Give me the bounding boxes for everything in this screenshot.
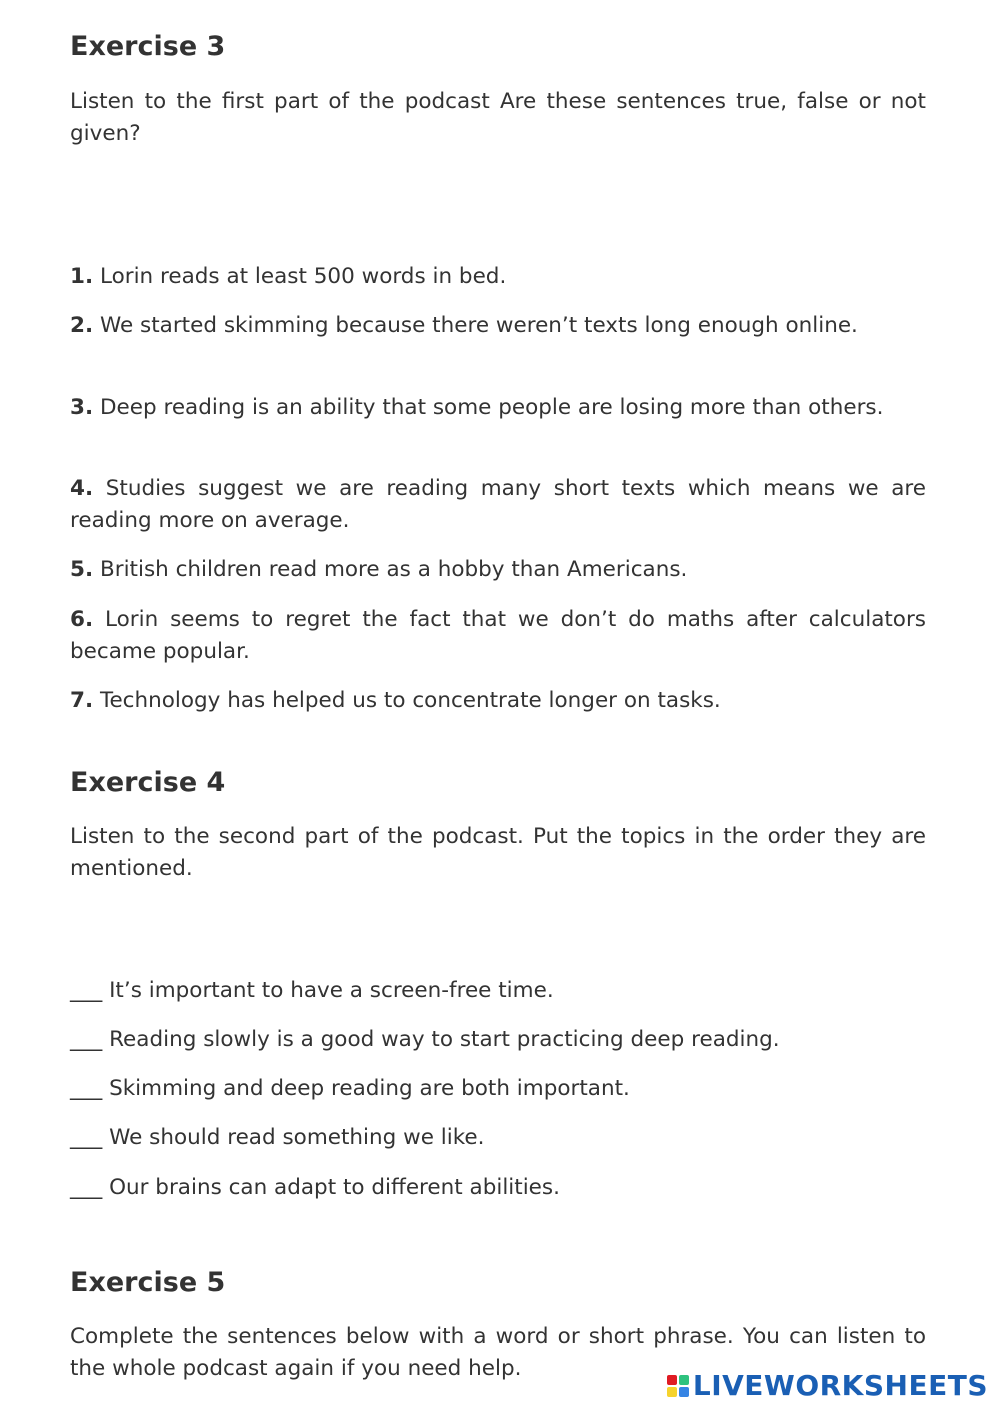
exercise-3-item-6 [70,604,926,668]
exercise-3-title: Exercise 3 [70,31,226,62]
item-text: Reading slowly is a good way to start practicing deep reading. [102,1027,780,1052]
exercise-3-item-2 [70,310,926,342]
item-text: Deep reading is an ability that some people are losing more than others. [93,395,884,420]
answer-blank[interactable]: ___ [70,1125,103,1150]
logo-block [667,1387,677,1397]
exercise-5 [70,1266,926,1300]
logo-block [667,1375,677,1385]
item-text: Technology has helped us to concentrate longer on tasks. [93,688,721,713]
item-number: 6. [70,607,94,632]
exercise-4 [70,766,926,800]
exercise-3-item-5 [70,554,926,586]
logo-blocks-icon [667,1375,689,1397]
exercise-3-instruction-block [70,86,926,150]
exercise-3-item-7 [70,685,926,717]
answer-blank[interactable]: ___ [70,978,103,1003]
exercise-3-item-3 [70,392,926,424]
item-text: British children read more as a hobby than Americans. [93,557,688,582]
item-text: It’s important to have a screen-free time. [102,978,554,1003]
exercise-4-title: Exercise 4 [70,767,226,798]
item-number: 5. [70,557,94,582]
exercise-3-item-1 [70,261,926,293]
exercise-4-item-1 [70,975,926,1007]
exercise-4-item-3 [70,1073,926,1105]
exercise-5-instruction: Complete the sentences below with a word or short phrase. You can listen to the whole podcast again if you need help. [70,1324,926,1381]
exercise-4-instruction: Listen to the second part of the podcast. Put the topics in the order they are mentioned. [70,824,926,881]
item-number: 4. [70,476,94,501]
item-text: Our brains can adapt to diﬀerent abilities. [102,1175,560,1200]
exercise-5-title: Exercise 5 [70,1267,226,1298]
logo-block [679,1375,689,1385]
item-text: Skimming and deep reading are both important. [102,1076,630,1101]
item-number: 7. [70,688,94,713]
exercise-3 [70,30,926,64]
item-text: We should read something we like. [102,1125,485,1150]
liveworksheets-logo [667,1369,988,1402]
exercise-4-instruction-block [70,821,926,885]
item-text: Lorin seems to regret the fact that we don’t do maths after calculators became popular. [70,607,926,664]
exercise-4-item-4 [70,1122,926,1154]
item-text: Studies suggest we are reading many short texts which means we are reading more on average. [70,476,926,533]
item-number: 3. [70,395,94,420]
exercise-4-item-2 [70,1024,926,1056]
item-text: Lorin reads at least 500 words in bed. [93,264,507,289]
answer-blank[interactable]: ___ [70,1175,103,1200]
item-number: 2. [70,313,94,338]
item-number: 1. [70,264,94,289]
logo-text: LIVEWORKSHEETS [692,1369,988,1402]
item-text: We started skimming because there weren’t texts long enough online. [93,313,858,338]
exercise-4-item-5 [70,1172,926,1204]
exercise-3-instruction: Listen to the first part of the podcast Are these sentences true, false or not given? [70,89,926,146]
answer-blank[interactable]: ___ [70,1076,103,1101]
answer-blank[interactable]: ___ [70,1027,103,1052]
logo-block [679,1387,689,1397]
exercise-3-item-4 [70,473,926,537]
